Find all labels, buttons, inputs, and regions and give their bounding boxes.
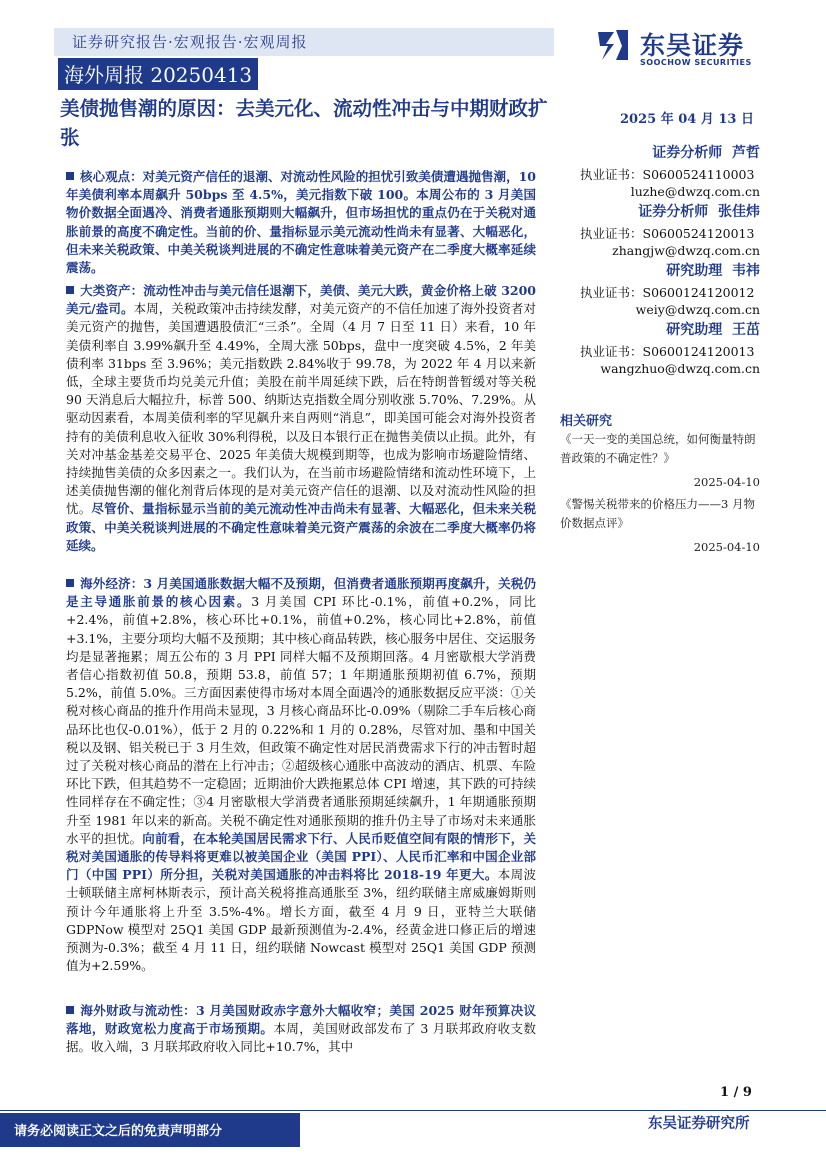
analyst-email[interactable]: weiy@dwzq.com.cn [635, 302, 760, 317]
section-heading: 海外财政与流动性：3 月美国财政赤字意外大幅收窄；美国 2025 财年预算决议落地，财政宽松力度高于市场预期。 [66, 1003, 536, 1037]
section-overseas-economy [66, 575, 536, 975]
related-research-title: 相关研究 [560, 414, 613, 429]
section-asset-classes [66, 282, 536, 555]
analyst-list [580, 145, 780, 377]
bullet-icon [66, 286, 74, 294]
cert-number: S0600524120013 [642, 226, 755, 241]
section-body-tail: 本周波士顿联储主席柯林斯表示，预计高关税将推高通胀至 3%，纽约联储主席威廉姆斯则预计今年通胀将上升至 3.5%-4%。增长方面，截至 4 月 9 日，亚特兰大联储 GDPNow 模型对 25Q1 美国 GDP 最新预测值为-2.4%，经黄金进口修正后的增速预测为-0.3%；截至 4 月 11 日，纽约联储 Nowcast 模型对 25Q1 美国 GDP 预测值为+2.59%。 [66, 867, 536, 974]
cert-label: 执业证书： [580, 285, 643, 300]
analyst-role-name: 研究助理 王茁 [666, 322, 760, 338]
bullet-icon [66, 579, 74, 587]
cert-label: 执业证书： [580, 167, 643, 182]
institute-name: 东吴证券研究所 [648, 1115, 750, 1132]
analyst-role-name: 研究助理 韦祎 [666, 263, 760, 279]
related-research-link[interactable]: 《警惕关税带来的价格压力——3 月物价数据点评》 [560, 497, 755, 530]
related-research-date: 2025-04-10 [693, 475, 760, 489]
cert-number: S0600124120013 [642, 344, 755, 359]
analyst-role-name: 证券分析师 芦哲 [652, 145, 760, 161]
page-number: 1 / 9 [720, 1085, 752, 1100]
analyst-email[interactable]: wangzhuo@dwzq.com.cn [600, 361, 760, 376]
analyst-email[interactable]: luzhe@dwzq.com.cn [630, 184, 760, 199]
bullet-icon [66, 172, 74, 180]
analyst-block [580, 263, 780, 318]
section-heading: 海外经济：3 月美国通胀数据大幅不及预期，但消费者通胀预期再度飙升，关税仍是主导通胀前景的核心因素。 [66, 576, 536, 610]
section-body: 本周公布的 3 月美国物价数据全面遇冷、消费者通胀预期则大幅飙升，但市场担忧的重点仍在于关税对通胀前景的高度不确定性。当前的价、量指标显示美元流动性尚未有显著、大幅恶化，但未来关税政策、中美关税谈判进展的不确定性意味着美元资产在二季度大概率延续震荡。 [66, 187, 536, 276]
analyst-block [580, 204, 780, 259]
section-conclusion: 尽管价、量指标显示当前的美元流动性冲击尚未有显著、大幅恶化，但未来关税政策、中美关税谈判进展的不确定性意味着美元资产震荡的余波在二季度大概率仍将延续。 [66, 501, 536, 553]
cert-number: S0600524110003 [642, 167, 755, 182]
series-title: 海外周报 20250413 [58, 58, 258, 90]
report-date: 2025 年 04 月 13 日 [620, 112, 754, 127]
logo-name: 东吴证券 [640, 31, 745, 60]
soochow-logo-icon [594, 26, 632, 64]
analyst-role-name: 证券分析师 张佳炜 [638, 204, 760, 220]
logo-english: SOOCHOW SECURITIES [640, 58, 752, 67]
analyst-block [580, 145, 780, 200]
analyst-block [580, 322, 780, 377]
section-body: 本周，关税政策冲击持续发酵，对美元资产的不信任加速了海外投资者对美元资产的抛售，美国遭遇股债汇“三杀”。全周（4 月 7 日至 11 日）来看，10 年美债利率自 3.99%飙升至 4.49%，全周大涨 50bps，盘中一度突破 4.5%，2 年美债利率 31bps 至 3.96%；美元指数跌 2.84%收于 99.78，为 2022 年 4 月以来新低，全球主要货币均兑美元升值；美股在前半周延续下跌，后在特朗普暂缓对等关税 90 天消息后大幅拉升，标普 500、纳斯达克指数全周分别收涨 5.70%、7.29%。从驱动因素看，本周美债利率的罕见飙升来自两则“消息”，即美国可能会对海外投资者持有的美债利息收入征收 30%利得税，以及日本银行正在抛售美债以止损。此外，有关对冲基金基差交易平仓、2025 年美债大规模到期等，也成为影响市场避险情绪、持续抛售美债的众多因素之一。我们认为，在当前市场避险情绪和流动性环境下，上述美债抛售潮的催化剂背后体现的是对美元资产信任的退潮、以及对流动性风险的担忧。 [66, 301, 536, 517]
section-heading: 核心观点：对美元资产信任的退潮、对流动性风险的担忧引致美债遭遇抛售潮，10 年美债利率本周飙升 50bps 至 4.5%，美元指数下破 100。 [66, 169, 536, 203]
report-category: 证券研究报告·宏观报告·宏观周报 [72, 33, 308, 51]
footer-divider [0, 1110, 826, 1111]
related-research-date: 2025-04-10 [693, 540, 760, 554]
section-body: 3 月美国 CPI 环比-0.1%，前值+0.2%，同比+2.4%，前值+2.8%，核心环比+0.1%，前值+0.2%，核心同比+2.8%，前值+3.1%，主要分项均大幅不及预期；其中核心商品转跌，核心服务中居住、交运服务均是显著拖累；周五公布的 3 月 PPI 同样大幅不及预期回落。4 月密歇根大学消费者信心指数初值 50.8，预期 53.8，前值 57；1 年期通胀预期初值 6.7%，预期 5.2%，前值 5.0%。三方面因素使得市场对本周全面遇冷的通胀数据反应平淡：①关税对核心商品的推升作用尚未显现，3 月核心商品环比-0.09%（剔除二手车后核心商品环比也仅-0.01%），低于 2 月的 0.22%和 1 月的 0.28%，尽管对加、墨和中国关税以及钢、铝关税已于 3 月生效，但政策不确定性对居民消费需求下行的冲击暂时超过了关税对核心商品的潜在上行冲击；②超级核心通胀中高波动的酒店、机票、车险环比下跌，但其趋势不一定稳固；近期油价大跌拖累总体 CPI 增速，其下跌的可持续性同样存在不确定性；③4 月密歇根大学消费者通胀预期延续飙升，1 年期通胀预期升至 1981 年以来的新高。关税不确定性对通胀预期的推升仍主导了市场对未来通胀水平的担忧。 [66, 594, 536, 846]
analyst-email[interactable]: zhangjw@dwzq.com.cn [612, 243, 760, 258]
section-core-view [66, 168, 536, 277]
cert-number: S0600124120012 [642, 285, 755, 300]
section-outlook: 向前看，在本轮美国居民需求下行、人民币贬值空间有限的情形下，关税对美国通胀的传导料将更难以被美国企业（美国 PPI）、人民币汇率和中国企业部门（中国 PPI）所分担，关税对美国通胀的冲击料将比 2018-19 年更大。 [66, 830, 536, 883]
section-fiscal-liquidity [66, 1002, 536, 1057]
disclaimer-notice: 请务必阅读正文之后的免责声明部分 [14, 1124, 223, 1139]
section-heading: 大类资产：流动性冲击与美元信任退潮下，美债、美元大跌，黄金价格上破 3200 美元/盎司。 [66, 283, 536, 317]
bullet-icon [66, 1006, 74, 1014]
cert-label: 执业证书： [580, 226, 643, 241]
section-body: 本周，美国财政部发布了 3 月联邦政府收支数据。收入端，3 月联邦政府收入同比+10.7%，其中 [66, 1021, 536, 1055]
cert-label: 执业证书： [580, 344, 643, 359]
report-title: 美债抛售潮的原因：去美元化、流动性冲击与中期财政扩张 [60, 97, 548, 149]
related-research-link[interactable]: 《一天一变的美国总统，如何衡量特朗普政策的不确定性？》 [560, 432, 756, 465]
